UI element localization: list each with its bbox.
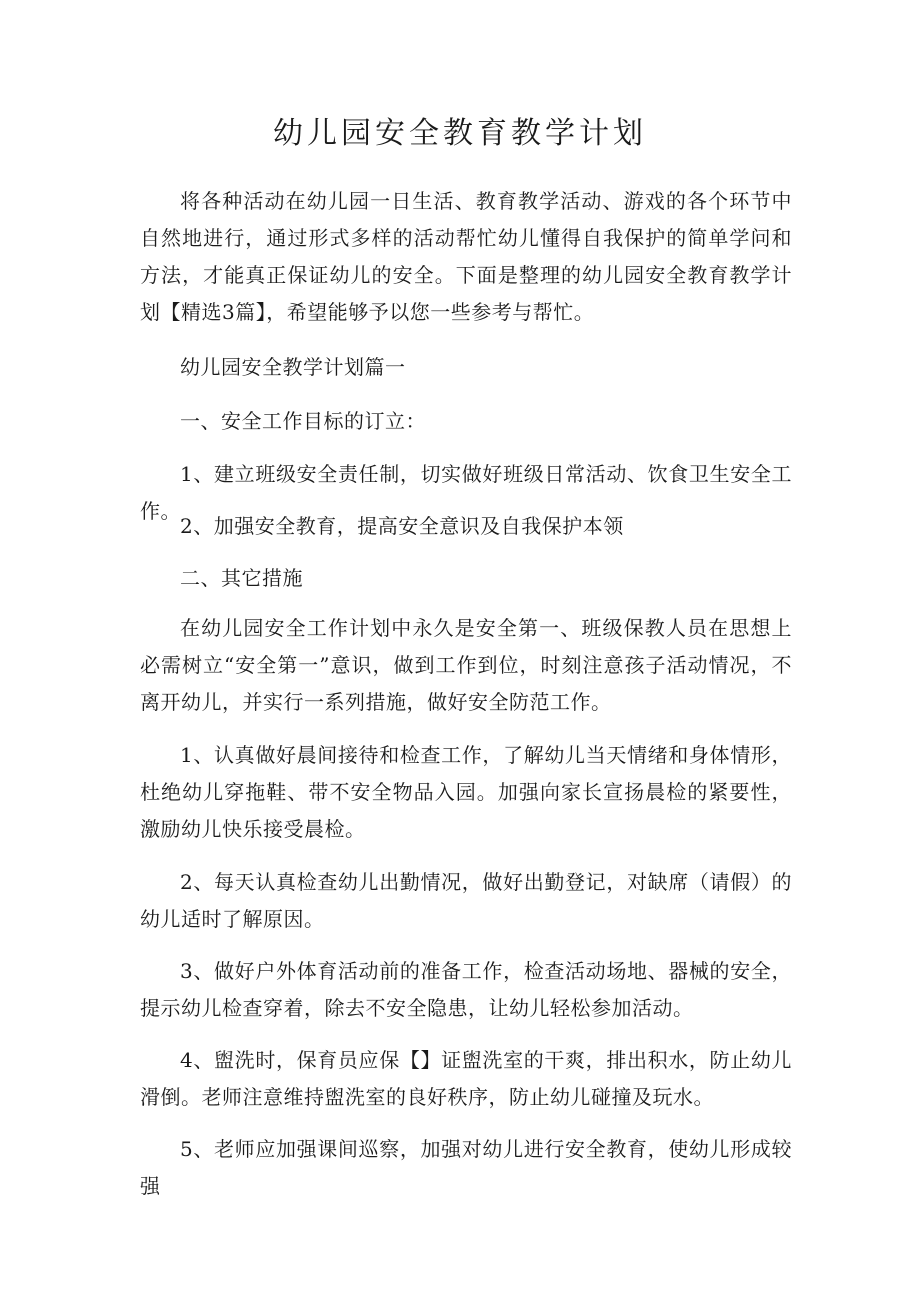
goal-item-1: 1、建立班级安全责任制，切实做好班级日常活动、饮食卫生安全工作。 — [140, 462, 792, 523]
document-title: 幼儿园安全教育教学计划 — [273, 116, 647, 151]
heading-safety-goals: 一、安全工作目标的订立： — [180, 409, 426, 433]
measure-item-2: 2、每天认真检查幼儿出勤情况，做好出勤登记，对缺席（请假）的幼儿适时了解原因。 — [140, 870, 792, 931]
measure-item-3: 3、做好户外体育活动前的准备工作，检查活动场地、器械的安全，提示幼儿检查穿着，除去不安全隐患，让幼儿轻松参加活动。 — [140, 959, 792, 1020]
measure-item-5: 5、老师应加强课间巡察，加强对幼儿进行安全教育，使幼儿形成较强 — [140, 1137, 792, 1198]
goal-item-2: 2、加强安全教育，提高安全意识及自我保护本领 — [180, 514, 624, 538]
heading-other-measures: 二、其它措施 — [180, 566, 303, 590]
measure-item-1: 1、认真做好晨间接待和检查工作，了解幼儿当天情绪和身体情形，杜绝幼儿穿拖鞋、带不安全物品入园。加强向家长宣扬晨检的紧要性，激励幼儿快乐接受晨检。 — [140, 743, 792, 841]
section-heading-part-one: 幼儿园安全教学计划篇一 — [180, 355, 406, 379]
measures-intro-paragraph: 在幼儿园安全工作计划中永久是安全第一、班级保教人员在思想上必需树立“安全第一”意识，做到工作到位，时刻注意孩子活动情况，不离开幼儿，并实行一系列措施，做好安全防范工作。 — [140, 616, 792, 714]
measure-item-4: 4、盥洗时，保育员应保【】证盥洗室的干爽，排出积水，防止幼儿滑倒。老师注意维持盥洗室的良好秩序，防止幼儿碰撞及玩水。 — [140, 1048, 792, 1109]
intro-paragraph: 将各种活动在幼儿园一日生活、教育教学活动、游戏的各个环节中自然地进行，通过形式多样的活动帮忙幼儿懂得自我保护的简单学问和方法，才能真正保证幼儿的安全。下面是整理的幼儿园安全教育教学计划【精选3篇】，希望能够予以您一些参考与帮忙。 — [140, 189, 792, 324]
